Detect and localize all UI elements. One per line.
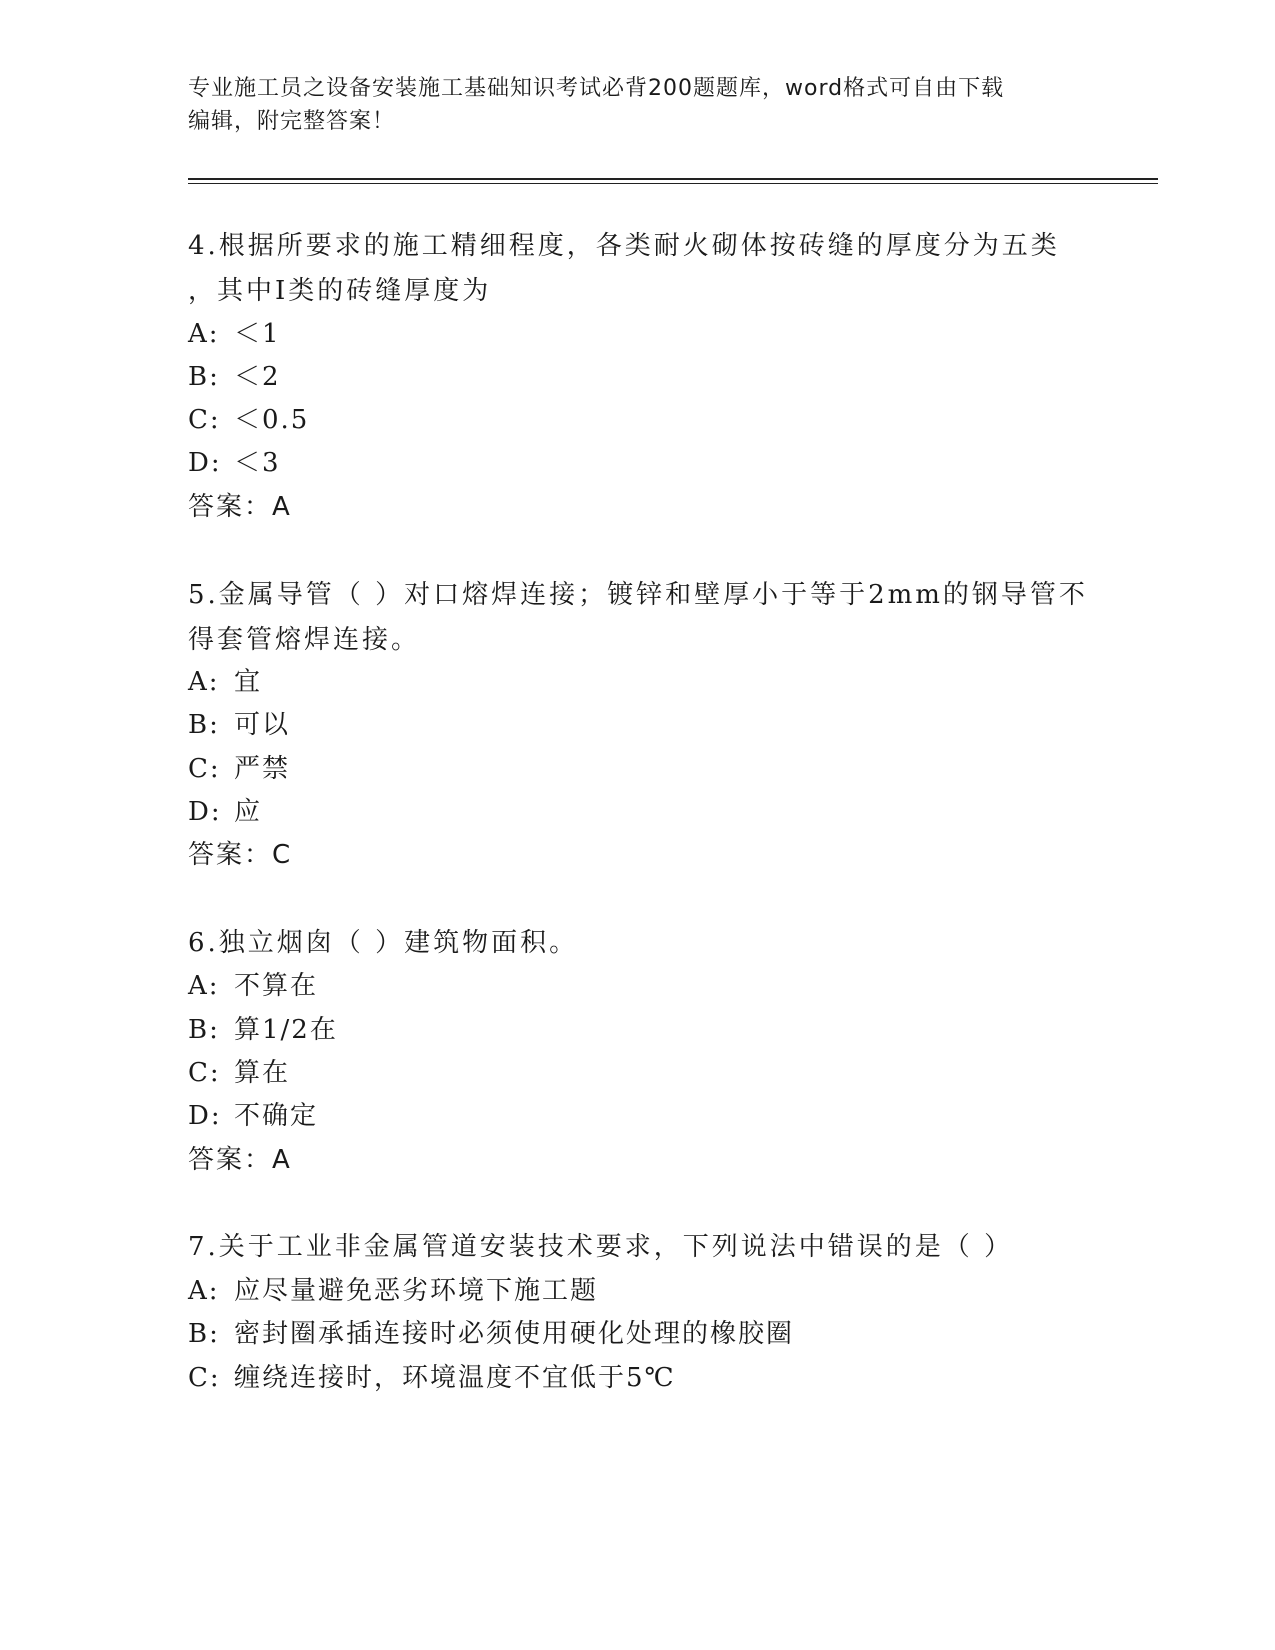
option-letter: C: [188, 1058, 221, 1088]
header-line-1: 专业施工员之设备安装施工基础知识考试必背200题题库，word格式可自由下载 [188, 76, 1005, 101]
question-5-stem-line-1: 5.金属导管（ ）对口熔焊连接；镀锌和壁厚小于等于2mm的钢导管不 [188, 580, 1088, 610]
question-6-stem-line-1: 6.独立烟囱（ ）建筑物面积。 [188, 928, 579, 958]
question-4-stem-line-1: 4.根据所要求的施工精细程度，各类耐火砌体按砖缝的厚度分为五类 [188, 231, 1060, 261]
question-5-option-d [188, 790, 262, 835]
question-6-option-a [188, 964, 318, 1009]
question-4-answer: 答案：A [188, 492, 292, 522]
question-7-stem-line-1: 7.关于工业非金属管道安装技术要求，下列说法中错误的是（ ） [188, 1232, 1014, 1262]
header-divider-bottom [188, 183, 1158, 184]
option-letter: C: [188, 1363, 221, 1393]
question-5-option-b [188, 703, 290, 748]
option-letter: B: [188, 710, 220, 740]
question-4-option-a [188, 312, 281, 357]
option-letter: C: [188, 405, 221, 435]
option-letter: C: [188, 754, 221, 784]
header-line-2: 编辑，附完整答案！ [188, 109, 396, 134]
option-text: 应尽量避免恶劣环境下施工题 [234, 1276, 599, 1306]
question-5-option-c [188, 747, 290, 792]
question-4-stem [188, 224, 1060, 314]
option-text: ＜2 [234, 362, 281, 392]
option-letter: D: [188, 448, 222, 478]
option-letter: A: [188, 319, 220, 349]
option-letter: A: [188, 971, 220, 1001]
option-text: 算在 [234, 1058, 291, 1088]
option-text: ＜3 [234, 448, 281, 478]
question-4-option-c [188, 398, 309, 443]
option-text: 可以 [234, 710, 291, 740]
document-header [188, 72, 1088, 138]
question-6-stem [188, 921, 578, 966]
option-text: 宜 [234, 667, 263, 697]
option-letter: A: [188, 1276, 220, 1306]
question-5-option-a [188, 660, 262, 705]
header-divider-top [188, 178, 1158, 180]
option-text: 应 [234, 797, 263, 827]
question-7-option-b [188, 1312, 794, 1357]
option-text: 不确定 [234, 1101, 319, 1131]
question-7-option-c [188, 1356, 676, 1401]
option-letter: B: [188, 1319, 220, 1349]
option-text: ＜0.5 [234, 405, 310, 435]
question-7-stem [188, 1225, 1013, 1270]
option-letter: D: [188, 797, 222, 827]
option-letter: B: [188, 1015, 220, 1045]
question-4-stem-line-2: ，其中Ⅰ类的砖缝厚度为 [188, 276, 492, 306]
option-text: 不算在 [234, 971, 319, 1001]
option-text: 密封圈承插连接时必须使用硬化处理的橡胶圈 [234, 1319, 795, 1349]
question-7-option-a [188, 1269, 598, 1314]
option-letter: D: [188, 1101, 222, 1131]
question-5-stem-line-2: 得套管熔焊连接。 [188, 625, 421, 655]
option-text: 算1/2在 [234, 1015, 338, 1045]
question-6-option-c [188, 1051, 290, 1096]
option-letter: B: [188, 362, 220, 392]
question-5-stem [188, 573, 1088, 663]
option-letter: A: [188, 667, 220, 697]
question-4-option-d [188, 441, 281, 486]
question-6-option-b [188, 1008, 338, 1053]
question-4-option-b [188, 355, 281, 400]
question-5-answer: 答案：C [188, 840, 293, 870]
option-text: 严禁 [234, 754, 291, 784]
question-6-option-d [188, 1094, 318, 1139]
option-text: 缠绕连接时，环境温度不宜低于5℃ [234, 1363, 676, 1393]
option-text: ＜1 [234, 319, 281, 349]
question-6-answer: 答案：A [188, 1145, 292, 1175]
